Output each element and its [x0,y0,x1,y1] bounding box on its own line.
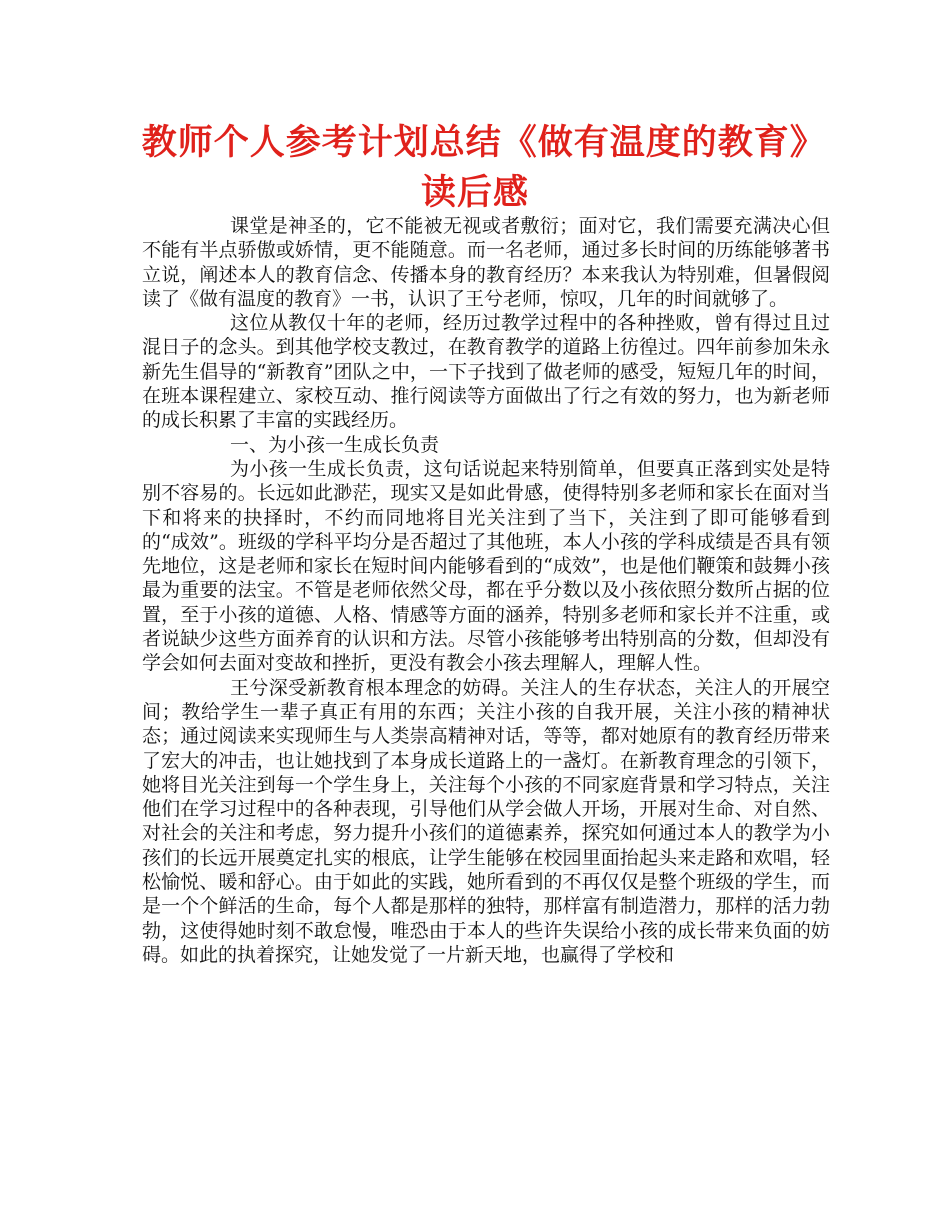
document-body [142,214,830,967]
document-title: 教师个人参考计划总结《做有温度的教育》读后感 [141,123,809,213]
paragraph: 这位从教仅十年的老师，经历过教学过程中的各种挫败，曾有得过且过混日子的念头。到其他学校支教过，在教育教学的道路上彷徨过。四年前参加朱永新先生倡导的“新教育”团队之中，一下子找到了做老师的感受，短短几年的时间，在班本课程建立、家校互动、推行阅读等方面做出了行之有效的努力，也为新老师的成长积累了丰富的实践经历。 [142,312,830,432]
paragraph: 课堂是神圣的，它不能被无视或者敷衍；面对它，我们需要充满决心但不能有半点骄傲或娇情，更不能随意。而一名老师，通过多长时间的历练能够著书立说，阐述本人的教育信念、传播本身的教育经历？本来我认为特别难，但暑假阅读了《做有温度的教育》一书，认识了王兮老师，惊叹，几年的时间就够了。 [142,215,830,310]
paragraph: 王兮深受新教育根本理念的妨碍。关注人的生存状态，关注人的开展空间；教给学生一辈子真正有用的东西；关注小孩的自我开展，关注小孩的精神状态；通过阅读来实现师生与人类崇高精神对话，等等，都对她原有的教育经历带来了宏大的冲击，也让她找到了本身成长道路上的一盏灯。在新教育理念的引领下，她将目光关注到每一个学生身上，关注每个小孩的不同家庭背景和学习特点，关注他们在学习过程中的各种表现，引导他们从学会做人开场，开展对生命、对自然、对社会的关注和考虑，努力提升小孩们的道德素养，探究如何通过本人的教学为小孩们的长远开展奠定扎实的根底，让学生能够在校园里面抬起头来走路和欢唱，轻松愉悦、暖和舒心。由于如此的实践，她所看到的不再仅仅是整个班级的学生，而是一个个鲜活的生命，每个人都是那样的独特，那样富有制造潜力，那样的活力勃勃，这使得她时刻不敢怠慢，唯恐由于本人的些许失误给小孩的成长带来负面的妨碍。如此的执着探究，让她发觉了一片新天地，也赢得了学校和 [142,676,830,966]
section-heading: 一、为小孩一生成长负责 [230,433,440,456]
paragraph: 为小孩一生成长负责，这句话说起来特别简单，但要真正落到实处是特别不容易的。长远如此渺茫，现实又是如此骨感，使得特别多老师和家长在面对当下和将来的抉择时，不约而同地将目光关注到了当下，关注到了即可能够看到的“成效”。班级的学科平均分是否超过了其他班，本人小孩的学科成绩是否具有领先地位，这是老师和家长在短时间内能够看到的“成效”，也是他们鞭策和鼓舞小孩最为重要的法宝。不管是老师依然父母，都在乎分数以及小孩依照分数所占据的位置，至于小孩的道德、人格、情感等方面的涵养，特别多老师和家长并不注重，或者说缺少这些方面养育的认识和方法。尽管小孩能够考出特别高的分数，但却没有学会如何去面对变故和挫折，更没有教会小孩去理解人，理解人性。 [142,457,830,675]
